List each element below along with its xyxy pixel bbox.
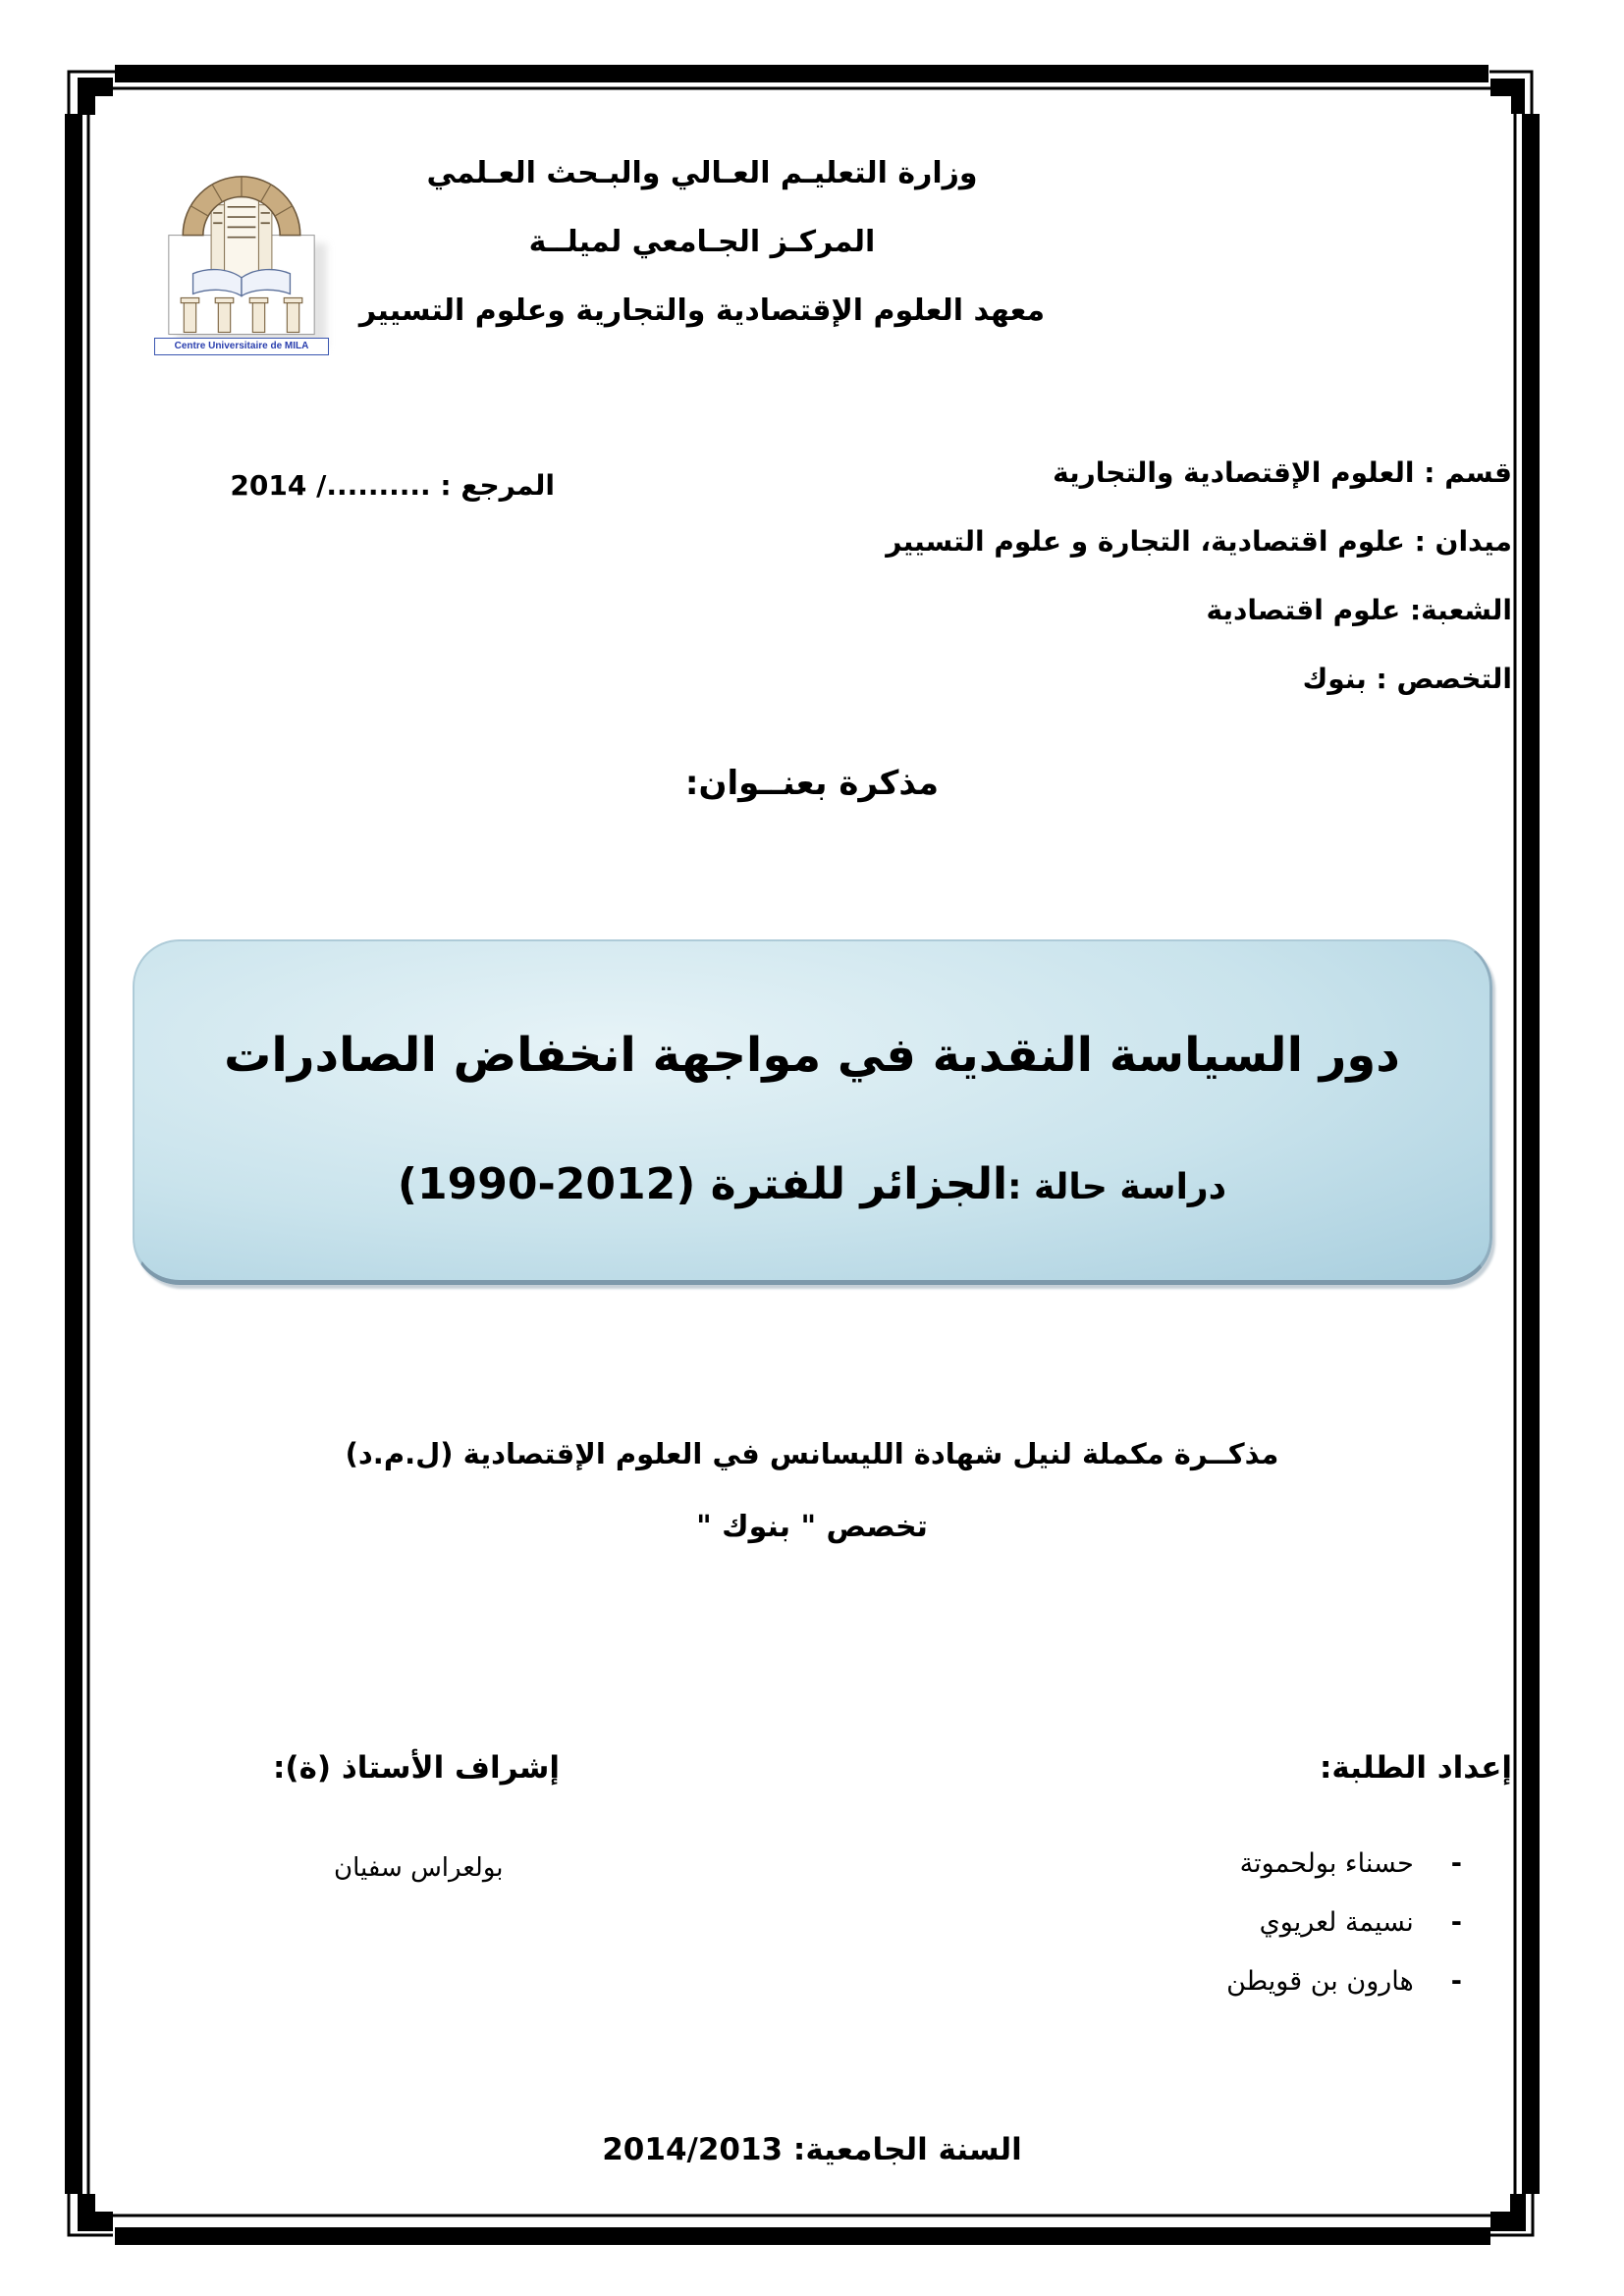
header-block [309, 139, 1095, 346]
specialty-line: التخصص : بنوك [1302, 663, 1512, 695]
branch-line: الشعبة: علوم اقتصادية [1206, 594, 1512, 626]
thesis-subtitle-prefix: دراسة حالة : [1007, 1167, 1227, 1207]
institute-line: معهد العلوم الإقتصادية والتجارية وعلوم التسيير [358, 294, 1046, 328]
specialty-note-line: تخصص " بنوك " [696, 1510, 928, 1544]
student-row [1050, 1893, 1462, 1951]
logo-caption: Centre Universitaire de MILA [154, 338, 329, 355]
student-name: نسيمة لعريوي [1259, 1906, 1414, 1938]
title-box [133, 939, 1492, 1285]
thesis-subtitle [135, 1159, 1489, 1209]
dash-bullet: - [1450, 1847, 1462, 1879]
thesis-subtitle-main: الجزائر للفترة (2012-1990) [397, 1159, 1008, 1209]
students-list [1050, 1834, 1462, 2010]
dash-bullet: - [1450, 1965, 1462, 1997]
supervisor-label: إشراف الأستاذ (ة): [273, 1750, 561, 1786]
ministry-line: وزارة التعليـم العـالي والبـحث العـلمي [426, 156, 978, 190]
field-line: ميدان : علوم اقتصادية، التجارة و علوم التسيير [886, 525, 1512, 558]
academic-year: السنة الجامعية: 2014/2013 [602, 2132, 1022, 2167]
students-label: إعداد الطلبة: [1319, 1750, 1512, 1786]
supervisor-name: بولعراس سفيان [334, 1853, 504, 1883]
thesis-title: دور السياسة النقدية في مواجهة انخفاض الصادرات [224, 1028, 1400, 1083]
memo-label: مذكرة بعنــوان: [684, 764, 940, 803]
department-line: قسم : العلوم الإقتصادية والتجارية [1053, 456, 1512, 489]
university-line: المركـز الجـامعي لميلــة [528, 225, 876, 259]
reference-field: المرجع : ........../ 2014 [230, 469, 555, 502]
info-block [805, 439, 1512, 714]
degree-note-line: مذكــرة مكملة لنيل شهادة الليسانس في العلوم الإقتصادية (ل.م.د) [345, 1437, 1279, 1470]
student-row [1050, 1951, 1462, 2010]
student-row [1050, 1834, 1462, 1893]
student-name: حسناء بولحموتة [1239, 1847, 1414, 1879]
dash-bullet: - [1450, 1906, 1462, 1938]
student-name: هارون بن قويطن [1226, 1965, 1414, 1997]
